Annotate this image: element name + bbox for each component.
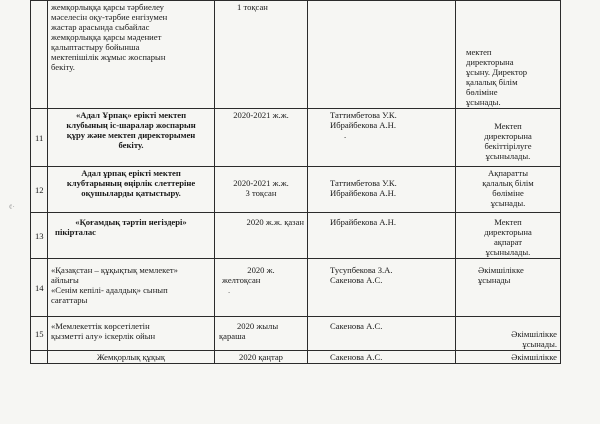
event-line: клубының іс-шаралар жоспарын: [66, 120, 196, 130]
date-line: 3 тоқсан: [245, 188, 277, 198]
table-row: [31, 167, 561, 213]
date-cell: [215, 167, 308, 213]
date-cell: [215, 109, 308, 167]
event-line: жемқорлыққа қарсы мәдениет: [51, 32, 162, 42]
table-row: [31, 109, 561, 167]
outcome-cell: [456, 259, 561, 317]
margin-mark: ¢·: [9, 203, 15, 211]
outcome-line: ұсынады.: [522, 339, 557, 349]
event-cell: [48, 109, 215, 167]
date-line: 2020 қаңтар: [239, 352, 283, 362]
responsible-line: Ибрайбекова А.Н.: [330, 188, 397, 198]
event-line: мәселесін оқу-тәрбие енгізумен: [51, 12, 168, 22]
date-cell: [215, 259, 308, 317]
responsible-cell: [308, 109, 456, 167]
date-cell: [215, 1, 308, 109]
outcome-line: ұсынады.: [466, 97, 501, 107]
row-number: 13: [31, 213, 48, 259]
event-line: айлығы: [51, 275, 79, 285]
outcome-line: ұсынылады.: [485, 151, 531, 161]
date-cell: [215, 213, 308, 259]
outcome-line: бекіттірілуге: [484, 141, 532, 151]
outcome-line: бөліміне: [492, 188, 524, 198]
outcome-line: Ақпаратты: [488, 168, 528, 178]
date-cell: [215, 351, 308, 364]
event-line: пікірталас: [55, 227, 96, 237]
table-row: [31, 259, 561, 317]
event-line: сағаттары: [51, 295, 88, 305]
date-line: қараша: [219, 331, 246, 341]
outcome-line: директорына: [466, 57, 514, 67]
row-number: [31, 351, 48, 364]
outcome-line: қалалық білім: [466, 77, 518, 87]
responsible-cell: [308, 213, 456, 259]
event-cell: [48, 1, 215, 109]
event-line: құру және мектеп директорымен: [66, 130, 196, 140]
stray-mark: .: [228, 285, 231, 295]
event-line: клубтарының өңірлік слеттеріне: [66, 178, 196, 188]
table-row: [31, 317, 561, 351]
outcome-line: Әкімшілікке: [478, 265, 524, 275]
date-cell: [215, 317, 308, 351]
outcome-line: ақпарат: [493, 237, 523, 247]
event-line: «Сенім кепілі- адалдық» сынып: [51, 285, 168, 295]
outcome-line: бөліміне: [466, 87, 498, 97]
date-line: желтоқсан: [222, 275, 261, 285]
date-line: 2020-2021 ж.ж.: [233, 178, 289, 188]
responsible-line: Тусупбекова З.А.: [330, 265, 393, 275]
event-cell: [48, 259, 215, 317]
row-number: [31, 1, 48, 109]
outcome-cell: [456, 213, 561, 259]
row-number: 12: [31, 167, 48, 213]
event-line: Жемқорлық құқық: [96, 352, 166, 362]
date-line: 1 тоқсан: [237, 2, 268, 12]
responsible-cell: [308, 259, 456, 317]
event-cell: [48, 351, 215, 364]
outcome-line: Әкімшілікке: [511, 352, 557, 362]
outcome-line: директорына: [484, 227, 532, 237]
responsible-line: Ибрайбекова А.Н.: [330, 217, 397, 227]
date-line: 2020 жылы: [237, 321, 279, 331]
event-line: «Адал Ұрпақ» ерікті мектеп: [75, 110, 187, 120]
event-line: бекіту.: [51, 62, 75, 72]
table-row: [31, 351, 561, 364]
responsible-line: Сакенова А.С.: [330, 275, 383, 285]
outcome-line: ұсынылады.: [485, 247, 531, 257]
responsible-line: Таттимбетова У.К.: [330, 110, 397, 120]
responsible-line: Сакенова А.С.: [330, 321, 383, 331]
plan-table: [30, 0, 561, 364]
responsible-line: Сакенова А.С.: [330, 352, 383, 362]
outcome-line: директорына: [484, 131, 532, 141]
responsible-line: Ибрайбекова А.Н.: [330, 120, 397, 130]
event-line: бекіту.: [118, 140, 144, 150]
outcome-line: ұсынады: [478, 275, 511, 285]
event-line: «Қоғамдық тәртіп негіздері»: [75, 217, 187, 227]
event-line: жемқорлыққа қарсы тәрбиелеу: [51, 2, 164, 12]
date-line: 2020-2021 ж.ж.: [233, 110, 289, 120]
outcome-line: Әкімшілікке: [511, 329, 557, 339]
event-line: оқушыларды қатыстыру.: [81, 188, 181, 198]
outcome-line: ұсыну. Директор: [466, 67, 528, 77]
outcome-cell: [456, 109, 561, 167]
outcome-cell: [456, 351, 561, 364]
date-line: 2020 ж.: [247, 265, 275, 275]
event-line: қалыптастыру бойынша: [51, 42, 140, 52]
outcome-line: мектеп: [466, 47, 492, 57]
outcome-cell: [456, 317, 561, 351]
responsible-line: .: [344, 130, 347, 140]
responsible-cell: [308, 167, 456, 213]
event-line: жастар арасында сыбайлас: [51, 22, 150, 32]
event-line: «Мемлекеттік көрсетілетін: [51, 321, 150, 331]
event-line: «Қазақстан – құқықтық мемлекет»: [51, 265, 178, 275]
event-line: қызметті алу» іскерлік ойын: [51, 331, 156, 341]
responsible-line: Таттимбетова У.К.: [330, 178, 397, 188]
outcome-line: Мектеп: [494, 121, 522, 131]
row-number: 11: [31, 109, 48, 167]
row-number: 15: [31, 317, 48, 351]
table-row: [31, 1, 561, 109]
outcome-cell: [456, 167, 561, 213]
responsible-cell: [308, 317, 456, 351]
responsible-cell: [308, 351, 456, 364]
event-line: Адал ұрпақ ерікті мектеп: [81, 168, 181, 178]
responsible-cell: [308, 1, 456, 109]
event-cell: [48, 213, 215, 259]
outcome-line: ұсынады.: [490, 198, 526, 208]
outcome-line: Мектеп: [494, 217, 522, 227]
outcome-cell: [456, 1, 561, 109]
row-number: 14: [31, 259, 48, 317]
event-line: мектепішілік жұмыс жоспарын: [51, 52, 166, 62]
event-cell: [48, 317, 215, 351]
outcome-line: қалалық білім: [482, 178, 534, 188]
event-cell: [48, 167, 215, 213]
table-row: [31, 213, 561, 259]
date-line: 2020 ж.ж. қазан: [246, 217, 304, 227]
